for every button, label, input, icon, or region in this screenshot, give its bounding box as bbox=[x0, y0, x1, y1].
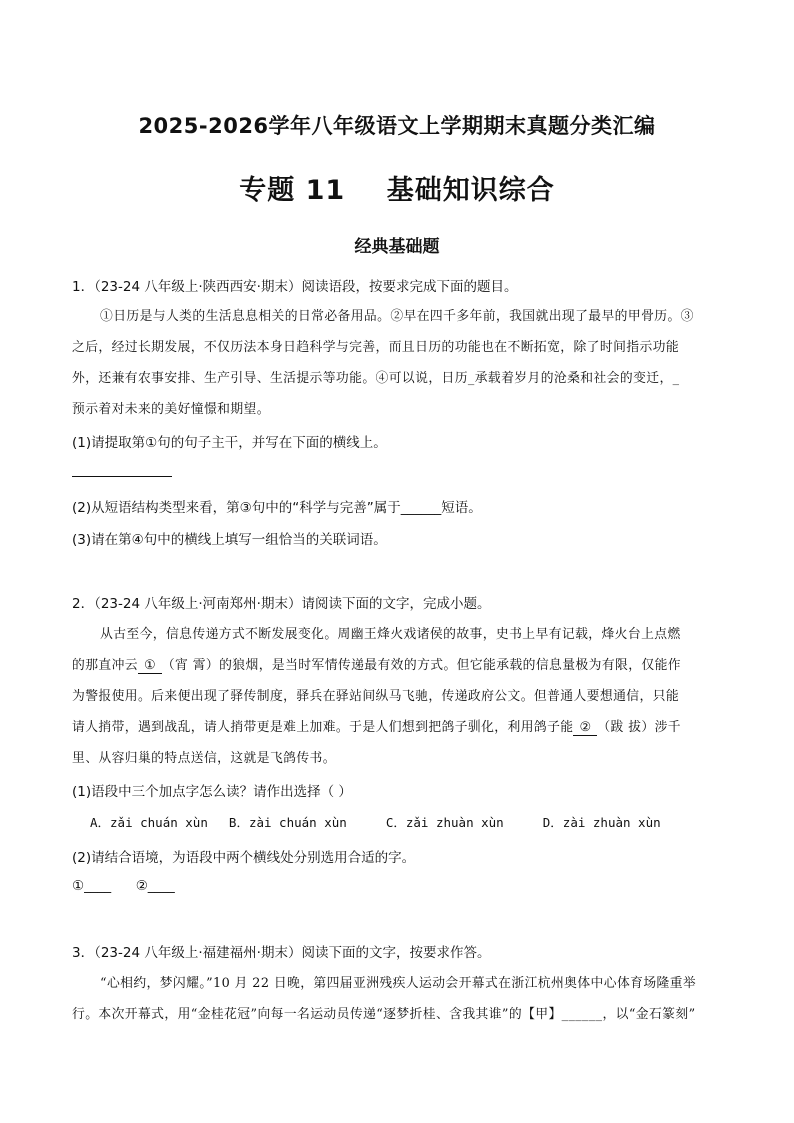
question-2-passage-line bbox=[72, 716, 732, 735]
section-title: 经典基础题 bbox=[354, 237, 440, 257]
question-1-subquestion-3: (3)请在第④句中的横线上填写一组恰当的关联词语。 bbox=[72, 532, 387, 548]
document-title: 2025-2026学年八年级语文上学期期末真题分类汇编 bbox=[138, 114, 656, 138]
option-b[interactable]: B．zài chuán xùn bbox=[228, 815, 347, 830]
passage-text: （跋 拔）涉千 bbox=[597, 720, 682, 735]
question-2-heading: 2．（23-24 八年级上·河南郑州·期末）请阅读下面的文字，完成小题。 bbox=[72, 596, 491, 612]
question-2-passage-line: 里、从容归巢的特点送信，这就是飞鸽传书。 bbox=[72, 751, 336, 766]
question-1-subquestion-1: (1)请提取第①句的句子主干，并写在下面的横线上。 bbox=[72, 435, 387, 451]
blank-1-marker: ① bbox=[138, 658, 162, 674]
question-1-subquestion-2: (2)从短语结构类型来看，第③句中的“科学与完善”属于______短语。 bbox=[72, 500, 482, 516]
passage-text: （宵 霄）的狼烟，是当时军情传递最有效的方式。但它能承载的信息量极为有限，仅能作 bbox=[161, 658, 682, 673]
answer-blank-line[interactable] bbox=[72, 476, 172, 477]
question-2-subquestion-2: (2)请结合语境，为语段中两个横线处分别选用合适的字。 bbox=[72, 850, 416, 866]
answer-blank-2[interactable]: ②____ bbox=[135, 878, 175, 894]
question-2-passage-line bbox=[72, 654, 732, 673]
option-a[interactable]: A．zǎi chuán xùn bbox=[90, 815, 208, 830]
question-2-passage-line: 为警报使用。后来便出现了驿传制度，驿兵在驿站间纵马飞驰，传递政府公文。但普通人要想通信，只能 bbox=[72, 689, 680, 704]
blank-2-marker: ② bbox=[573, 720, 597, 736]
passage-text: 请人捎带，遇到战乱，请人捎带更是难上加难。于是人们想到把鸽子驯化，利用鸽子能 bbox=[72, 720, 574, 735]
question-2-options bbox=[90, 813, 710, 831]
passage-text: 的那直冲云 bbox=[72, 658, 138, 673]
question-3-passage-line: 行。本次开幕式，用“金桂花冠”向每一名运动员传递“逐梦折桂、含我其谁”的【甲】______，以“金石篆刻” bbox=[72, 1007, 696, 1022]
question-1-heading: 1．（23-24 八年级上·陕西西安·期末）阅读语段，按要求完成下面的题目。 bbox=[72, 279, 518, 295]
question-1-passage-line: ①日历是与人类的生活息息相关的日常必备用品。②早在四千多年前，我国就出现了最早的甲骨历。③ bbox=[100, 309, 694, 324]
question-1-passage-line: 预示着对未来的美好憧憬和期望。 bbox=[72, 402, 270, 417]
question-3-passage-line: “心相约，梦闪耀。”10 月 22 日晚，第四届亚洲残疾人运动会开幕式在浙江杭州奥体中心体育场隆重举 bbox=[100, 976, 697, 991]
question-1-passage-line: 之后，经过长期发展，不仅历法本身日趋科学与完善，而且日历的功能也在不断拓宽，除了时间指示功能 bbox=[72, 340, 680, 355]
question-2-passage-line: 从古至今，信息传递方式不断发展变化。周幽王烽火戏诸侯的故事，史书上早有记载，烽火台上点燃 bbox=[100, 627, 681, 642]
option-d[interactable]: D．zài zhuàn xùn bbox=[542, 815, 661, 830]
question-2-subquestion-1: (1)语段中三个加点字怎么读？请作出选择（ ） bbox=[72, 784, 352, 800]
answer-blank-1[interactable]: ①____ bbox=[72, 878, 112, 894]
question-1-passage-line: 外，还兼有农事安排、生产引导、生活提示等功能。④可以说，日历_承载着岁月的沧桑和社会的变迁，_ bbox=[72, 371, 680, 386]
question-2-answer-blanks bbox=[72, 878, 732, 894]
topic-title: 专题 11 基础知识综合 bbox=[239, 175, 555, 206]
question-3-heading: 3．（23-24 八年级上·福建福州·期末）阅读下面的文字，按要求作答。 bbox=[72, 945, 491, 961]
option-c[interactable]: C．zǎi zhuàn xùn bbox=[385, 815, 504, 830]
